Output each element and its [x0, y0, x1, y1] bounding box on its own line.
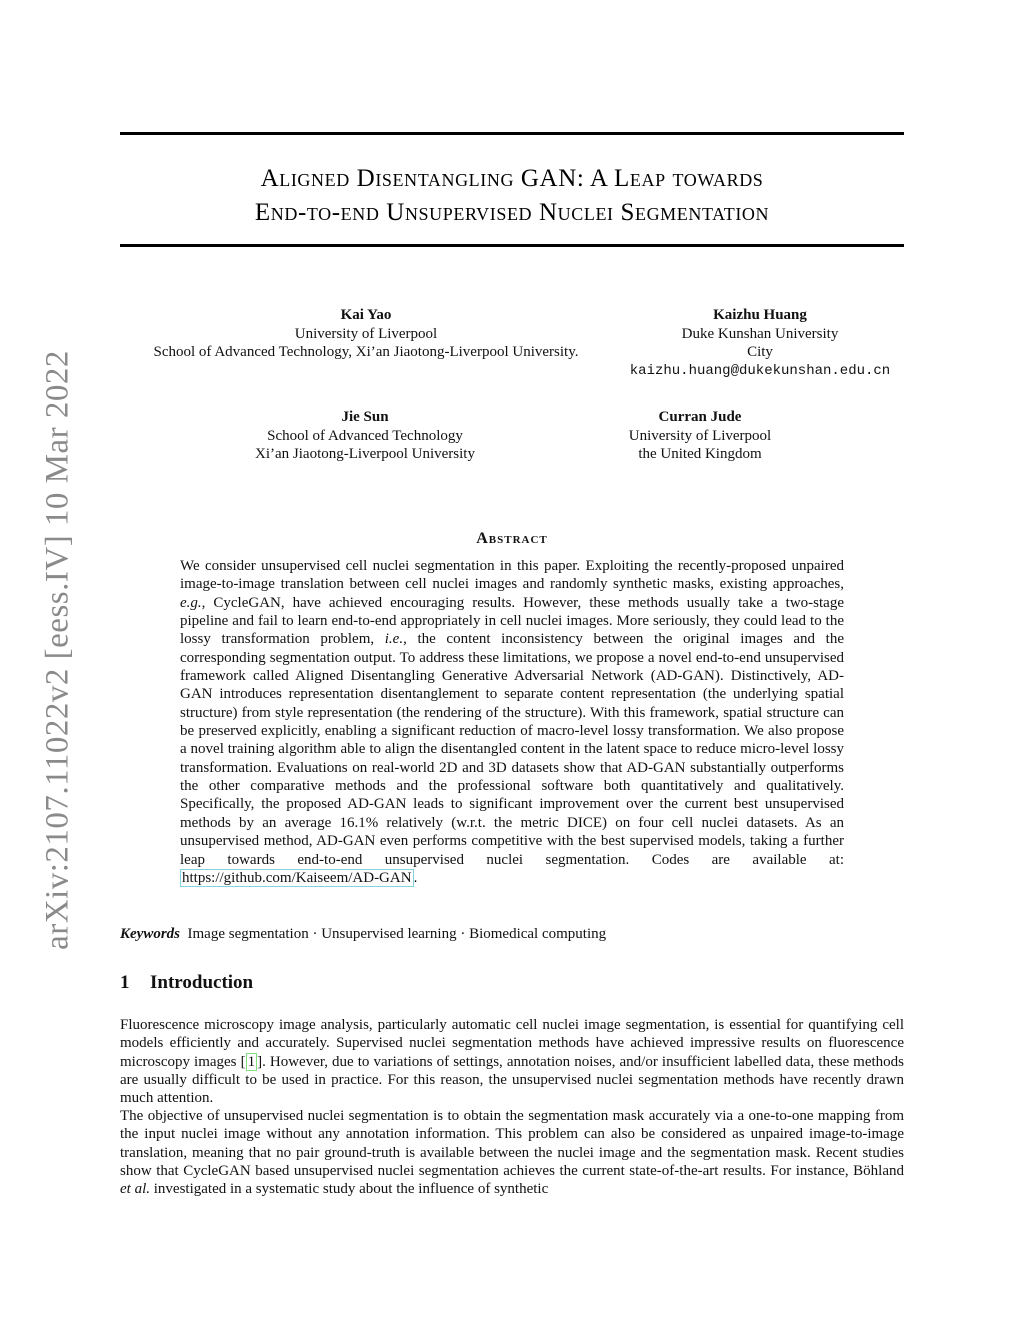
- author-affiliation: University of Liverpool: [294, 325, 438, 342]
- abstract-heading: Abstract: [476, 530, 548, 547]
- author-block: [230, 408, 500, 464]
- author-affiliation: School of Advanced Technology: [267, 427, 463, 444]
- section-number: 1: [120, 972, 130, 993]
- section-title: Introduction: [150, 972, 254, 993]
- section-heading: [120, 972, 253, 994]
- keywords-line: [120, 926, 606, 943]
- author-email[interactable]: kaizhu.huang@dukekunshan.edu.cn: [629, 362, 891, 379]
- author-affiliation: Duke Kunshan University: [681, 325, 839, 342]
- author-block: [610, 306, 910, 380]
- author-name: Curran Jude: [658, 409, 742, 425]
- author-name: Kai Yao: [340, 307, 392, 323]
- paper-title-line-1: Aligned Disentangling GAN: A Leap towards: [260, 165, 764, 192]
- author-name: Jie Sun: [341, 409, 389, 425]
- author-block: [126, 306, 606, 362]
- author-affiliation: City: [747, 344, 773, 360]
- author-affiliation: Xi’an Jiaotong-Liverpool University: [255, 446, 475, 462]
- intro-paragraph-2: The objective of unsupervised nuclei segmentation is to obtain the segmentation mask accurately via a one-to-one mapping from the input nuclei image without any annotation information. This problem can also be considered as unpaired image-to-image translation, meaning that no pair ground-truth is available between the nuclei image and the segmentation mask. Recent studies show that CycleGAN based unsupervised nuclei segmentation achieves the current state-of-the-art results. For instance, Böhland et al. investigated in a systematic study about the influence of synthetic: [120, 1108, 904, 1198]
- arxiv-identifier[interactable]: arXiv:2107.11022v2 [eess.IV] 10 Mar 2022: [39, 350, 76, 950]
- code-link[interactable]: https://github.com/Kaiseem/AD-GAN: [182, 869, 412, 886]
- title-top-rule: [120, 132, 904, 135]
- keywords-label: Keywords: [120, 926, 180, 942]
- author-name: Kaizhu Huang: [713, 307, 807, 323]
- keywords-text: Image segmentation · Unsupervised learning · Biomedical computing: [187, 926, 607, 942]
- author-affiliation: the United Kingdom: [638, 446, 762, 462]
- author-affiliation: School of Advanced Technology, Xi’an Jiaotong-Liverpool University.: [153, 344, 579, 360]
- citation-link[interactable]: 1: [247, 1053, 256, 1070]
- title-bottom-rule: [120, 244, 904, 247]
- intro-paragraph-1: Fluorescence microscopy image analysis, particularly automatic cell nuclei image segmentation, is essential for quantifying cell models efficiently and accurately. Supervised nuclei segmentation methods have achieved impressive results on fluorescence microscopy images [ 1 ]. However, due to variations of settings, annotation noises, and/or insufficient labelled data, these methods are usually difficult to be used in practice. For this reason, the unsupervised nuclei segmentation methods have recently drawn much attention.: [120, 1017, 905, 1107]
- abstract-text: We consider unsupervised cell nuclei segmentation in this paper. Exploiting the recently-proposed unpaired image-to-image translation between cell nuclei images and randomly synthetic masks, existing approaches, e.g., CycleGAN, have achieved encouraging results. However, these methods usually take a two-stage pipeline and fail to learn end-to-end appropriately in cell nuclei images. More seriously, they could lead to the lossy transformation problem, i.e., the content inconsistency between the original images and the corresponding segmentation output. To address these limitations, we propose a novel end-to-end unsupervised framework called Aligned Disentangling Generative Adversarial Network (AD-GAN). Distinctively, AD-GAN introduces representation disentanglement to separate content representation (the underlying spatial structure) from style representation (the rendering of the structure). With this framework, spatial structure can be preserved explicitly, enabling a significant reduction of macro-level lossy transformation. We also propose a novel training algorithm able to align the disentangled content in the latent space to reduce micro-level lossy transformation. Evaluations on real-world 2D and 3D datasets show that AD-GAN substantially outperforms the other comparative methods and the professional software both quantitatively and qualitatively. Specifically, the proposed AD-GAN leads to significant improvement over the current best unsupervised methods by an average 16.1% relatively (w.r.t. the metric DICE) on four cell nuclei datasets. As an unsupervised method, AD-GAN even performs competitive with the best supervised models, taking a further leap towards end-to-end unsupervised nuclei segmentation. Codes are available at: https://github.com/Kaiseem/AD-GAN .: [180, 558, 844, 886]
- author-block: [580, 408, 820, 464]
- paper-title-line-2: End-to-end Unsupervised Nuclei Segmentation: [254, 199, 770, 226]
- author-affiliation: University of Liverpool: [628, 427, 772, 444]
